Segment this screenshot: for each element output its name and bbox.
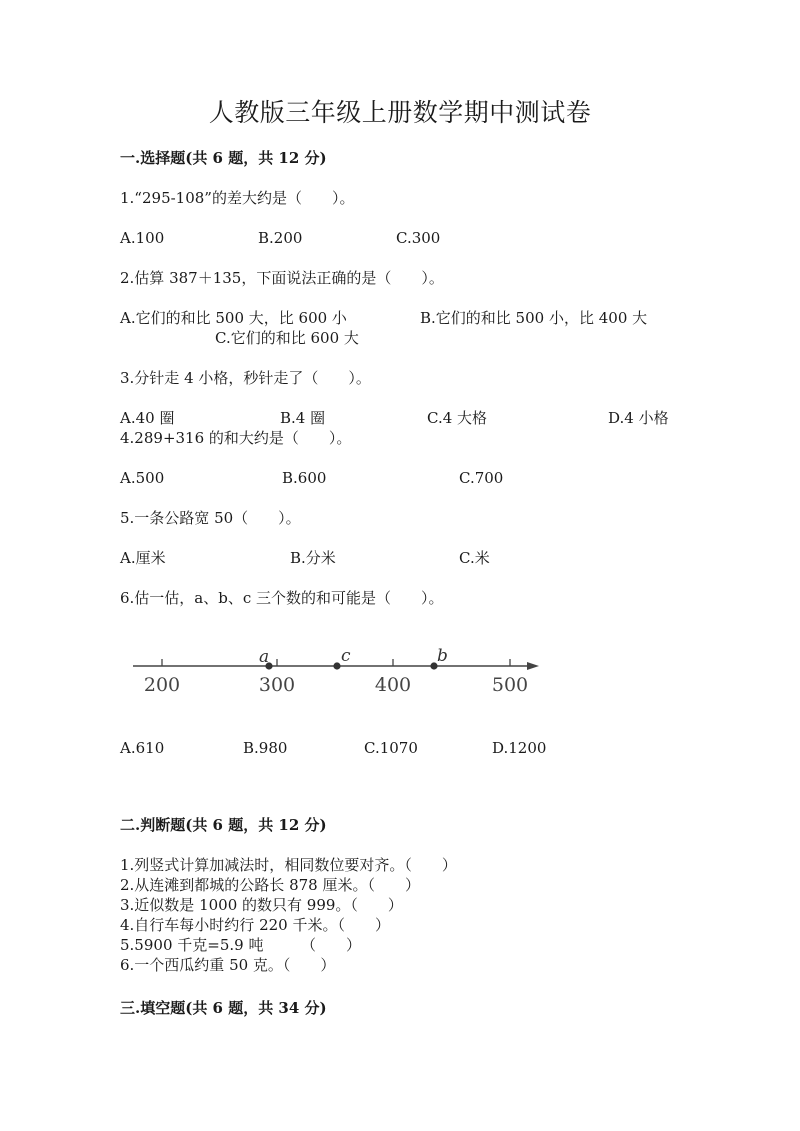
question-5-option-b: B.分米 bbox=[290, 549, 336, 567]
tick-label-500: 500 bbox=[491, 674, 529, 696]
page-title: 人教版三年级上册数学期中测试卷 bbox=[208, 98, 592, 127]
question-1-option-c: C.300 bbox=[396, 229, 441, 247]
question-2-option-c: C.它们的和比 600 大 bbox=[215, 329, 359, 347]
question-2-stem: 2.估算 387＋135，下面说法正确的是（ ）。 bbox=[120, 269, 444, 287]
tick-label-300: 300 bbox=[258, 674, 296, 696]
judgment-item: 1.列竖式计算加减法时，相同数位要对齐。（ ） bbox=[120, 856, 457, 874]
question-1-stem: 1.“295-108”的差大约是（ ）。 bbox=[120, 189, 355, 207]
question-4-stem: 4.289+316 的和大约是（ ）。 bbox=[120, 429, 352, 447]
question-5-option-a: A.厘米 bbox=[120, 549, 166, 567]
judgment-item: 3.近似数是 1000 的数只有 999。（ ） bbox=[120, 896, 403, 914]
judgment-item: 2.从连滩到都城的公路长 878 厘米。（ ） bbox=[120, 876, 420, 894]
question-4-option-c: C.700 bbox=[459, 469, 504, 487]
section-heading-fill-in: 三.填空题(共 6 题，共 34 分) bbox=[120, 999, 327, 1017]
question-6-option-d: D.1200 bbox=[492, 739, 547, 757]
point-b-label: b bbox=[437, 646, 448, 666]
number-line-figure bbox=[125, 640, 545, 700]
question-4-option-b: B.600 bbox=[282, 469, 327, 487]
question-2-option-a: A.它们的和比 500 大，比 600 小 bbox=[120, 309, 347, 327]
question-2-option-b: B.它们的和比 500 小，比 400 大 bbox=[420, 309, 648, 327]
question-5-option-c: C.米 bbox=[459, 549, 490, 567]
question-6-option-b: B.980 bbox=[243, 739, 288, 757]
question-1-option-b: B.200 bbox=[258, 229, 303, 247]
section-heading-choice: 一.选择题(共 6 题，共 12 分) bbox=[120, 149, 327, 167]
question-4-option-a: A.500 bbox=[120, 469, 165, 487]
question-3-option-d: D.4 小格 bbox=[608, 409, 669, 427]
question-5-stem: 5.一条公路宽 50（ ）。 bbox=[120, 509, 301, 527]
question-6-stem: 6.估一估，a、b、c 三个数的和可能是（ ）。 bbox=[120, 589, 444, 607]
point-c-label: c bbox=[341, 646, 351, 666]
question-6-option-c: C.1070 bbox=[364, 739, 418, 757]
judgment-item: 6.一个西瓜约重 50 克。（ ） bbox=[120, 956, 336, 974]
tick-label-200: 200 bbox=[143, 674, 181, 696]
question-6-option-a: A.610 bbox=[120, 739, 165, 757]
question-3-option-b: B.4 圈 bbox=[280, 409, 326, 427]
question-3-option-a: A.40 圈 bbox=[120, 409, 175, 427]
point-a-label: a bbox=[259, 647, 270, 667]
arrow-head-icon bbox=[527, 662, 539, 670]
point-c-dot bbox=[333, 662, 340, 669]
question-3-stem: 3.分针走 4 小格，秒针走了（ ）。 bbox=[120, 369, 371, 387]
judgment-item: 5.5900 千克=5.9 吨 （ ） bbox=[120, 936, 361, 954]
tick-label-400: 400 bbox=[374, 674, 412, 696]
question-1-option-a: A.100 bbox=[120, 229, 165, 247]
judgment-item: 4.自行车每小时约行 220 千米。（ ） bbox=[120, 916, 390, 934]
section-heading-judgment: 二.判断题(共 6 题，共 12 分) bbox=[120, 816, 327, 834]
question-3-option-c: C.4 大格 bbox=[427, 409, 488, 427]
